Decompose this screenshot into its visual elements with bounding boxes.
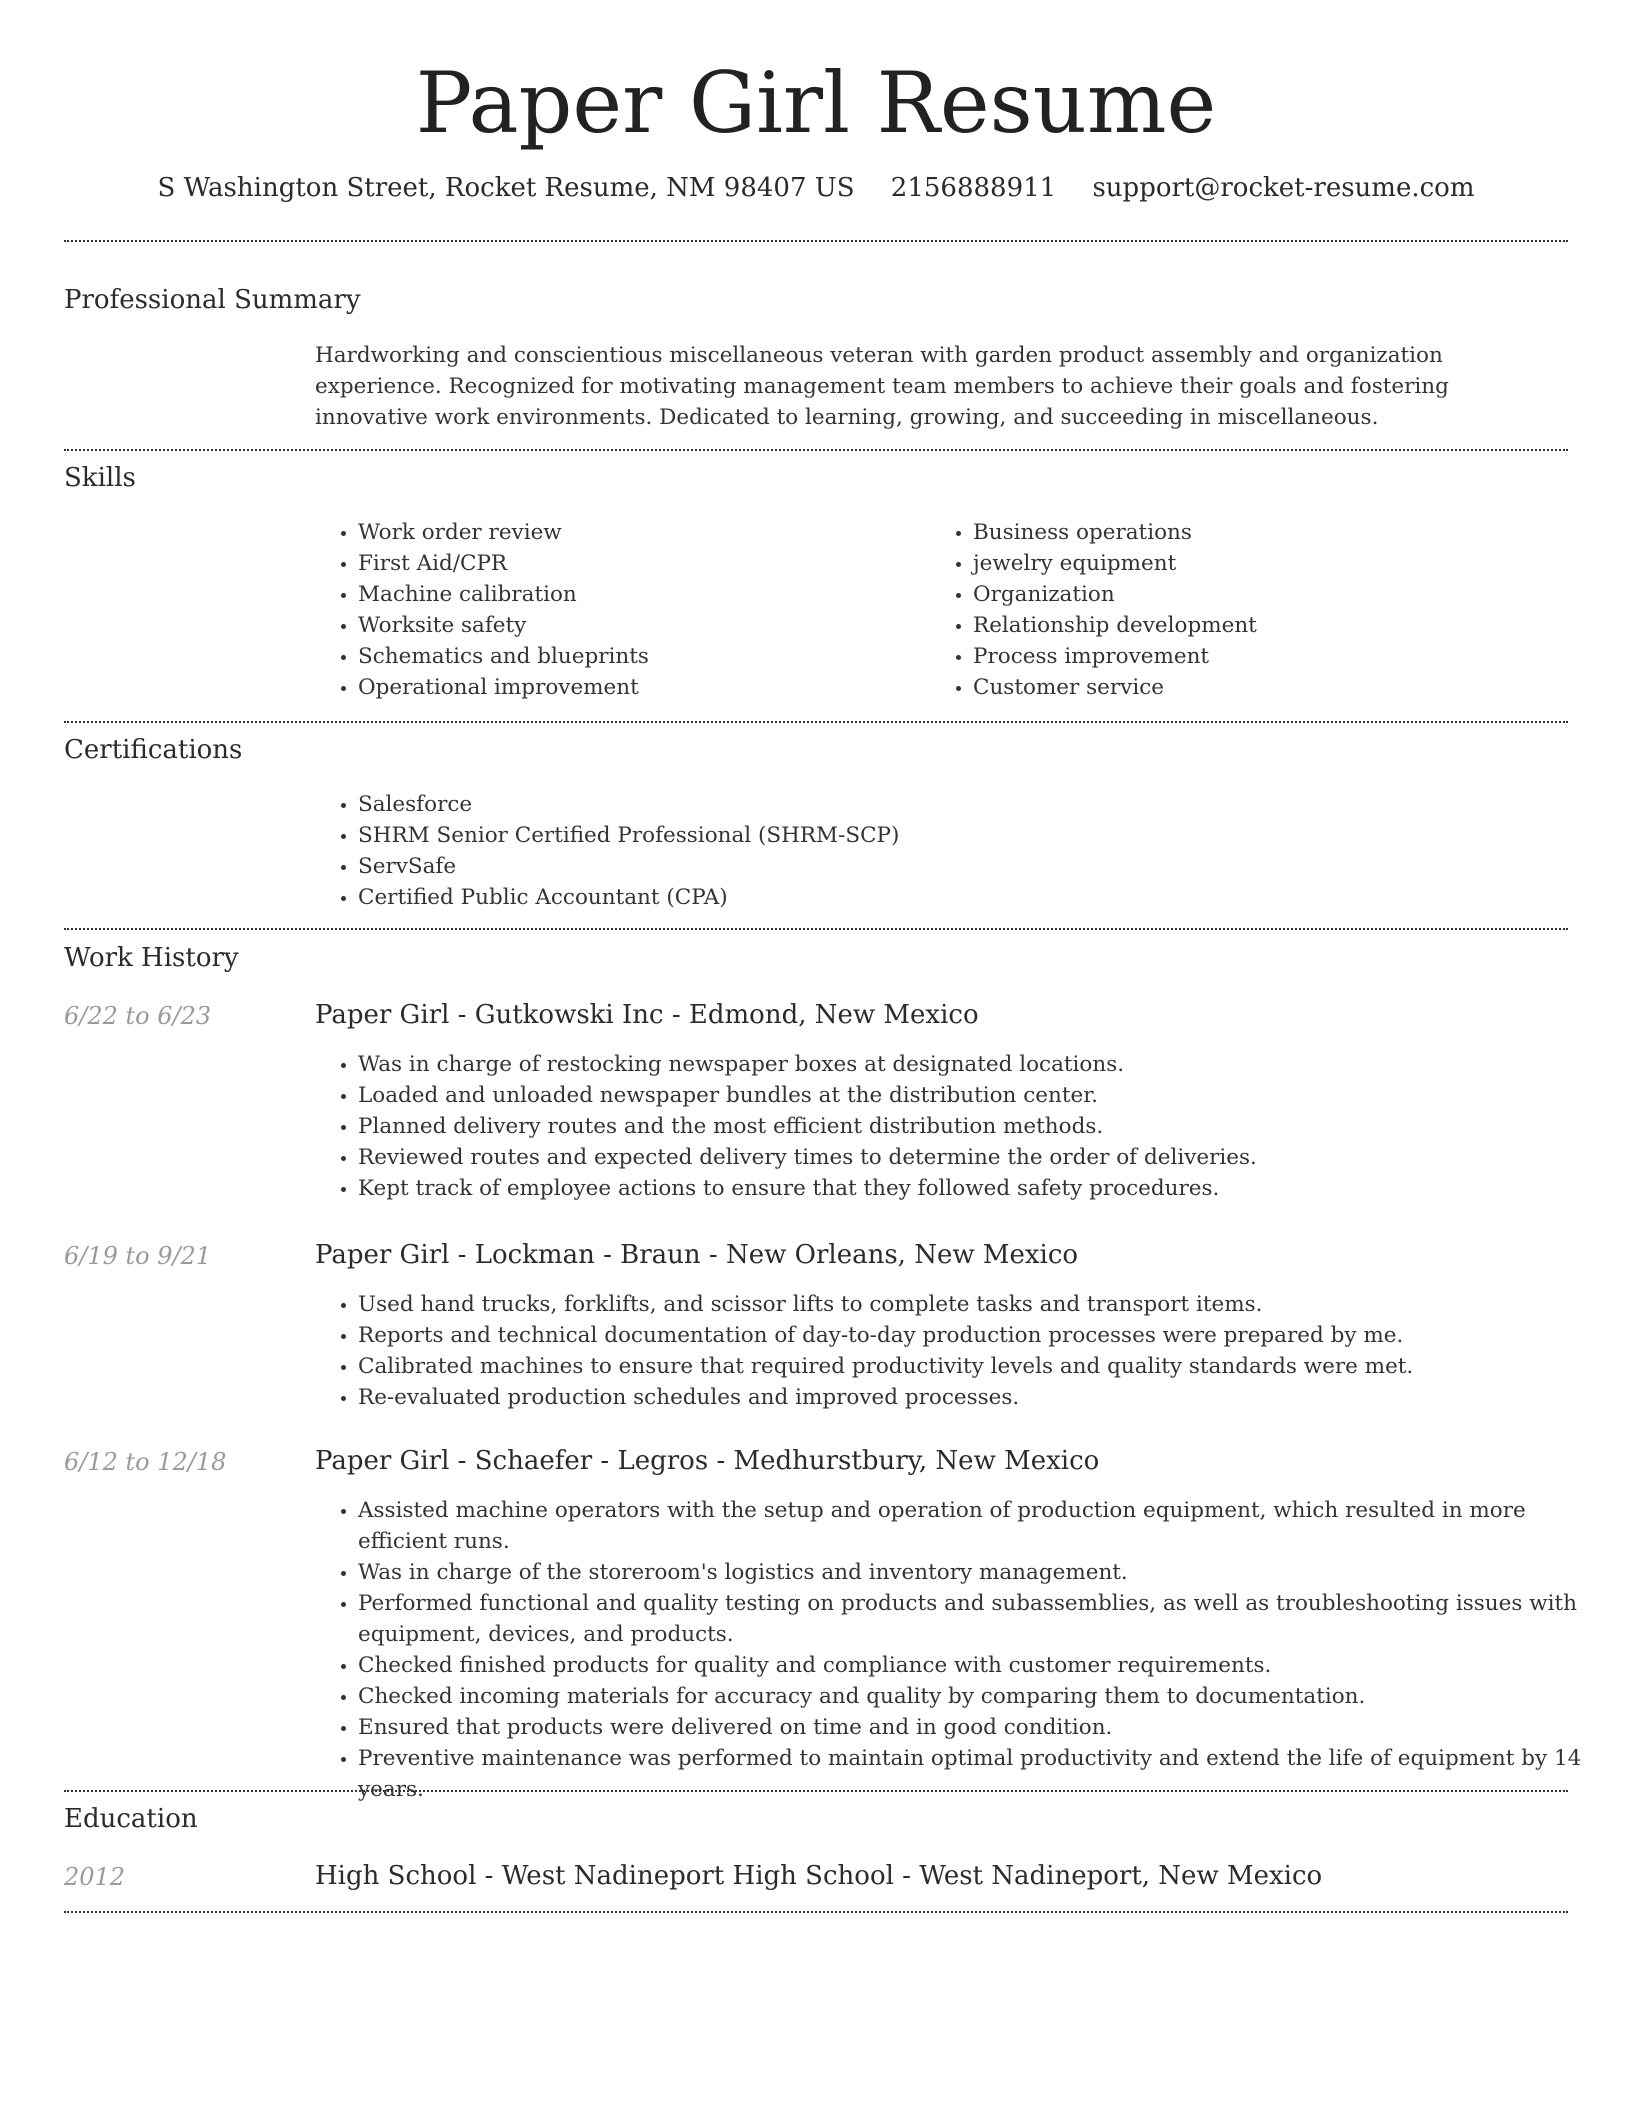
list-item: • Reports and technical documentation of day-to-day production processes were prepared by me. — [358, 1320, 1608, 1351]
list-item: • Business operations — [973, 517, 1573, 548]
education-date: 2012 — [64, 1863, 126, 1891]
list-item: • Preventive maintenance was performed to maintain optimal productivity and extend the life of equipment by 14 years. — [358, 1743, 1608, 1805]
list-item: • Relationship development — [973, 610, 1573, 641]
job-bullets — [314, 1049, 1608, 1204]
list-item: • Certified Public Accountant (CPA) — [358, 882, 1558, 913]
list-item: • Work order review — [358, 517, 918, 548]
list-item: • Customer service — [973, 672, 1573, 703]
contact-line — [0, 168, 1632, 208]
divider — [64, 240, 1568, 242]
job-date: 6/12 to 12/18 — [64, 1448, 227, 1476]
job-bullets — [314, 1495, 1608, 1805]
job-title: Paper Girl - Gutkowski Inc - Edmond, New Mexico — [315, 1000, 979, 1030]
divider — [64, 928, 1568, 930]
list-item: • Kept track of employee actions to ensure that they followed safety procedures. — [358, 1173, 1608, 1204]
list-item: • Ensured that products were delivered on time and in good condition. — [358, 1712, 1608, 1743]
list-item: • Was in charge of restocking newspaper boxes at designated locations. — [358, 1049, 1608, 1080]
contact-email: support@rocket-resume.com — [1092, 173, 1475, 203]
job-bullets — [314, 1289, 1608, 1413]
skills-list-left — [314, 517, 918, 703]
list-item: • SHRM Senior Certified Professional (SHRM-SCP) — [358, 820, 1558, 851]
summary-text: Hardworking and conscientious miscellaneous veteran with garden product assembly and organization experience. Recognized for motivating management team members to achieve their goals and fostering innovative work environments. Dedicated to learning, growing, and succeeding in miscellaneous. — [315, 343, 1449, 430]
list-item: • Was in charge of the storeroom's logistics and inventory management. — [358, 1557, 1608, 1588]
list-item: • Checked finished products for quality and compliance with customer requirements. — [358, 1650, 1608, 1681]
section-title-education: Education — [64, 1804, 198, 1834]
list-item: • Assisted machine operators with the setup and operation of production equipment, which resulted in more efficient runs. — [358, 1495, 1608, 1557]
divider — [64, 449, 1568, 451]
list-item: • Worksite safety — [358, 610, 918, 641]
skills-list-right — [929, 517, 1573, 703]
section-title-certifications: Certifications — [64, 735, 243, 765]
section-title-skills: Skills — [64, 463, 136, 493]
divider — [64, 721, 1568, 723]
list-item: • Checked incoming materials for accuracy and quality by comparing them to documentation. — [358, 1681, 1608, 1712]
list-item: • Operational improvement — [358, 672, 918, 703]
divider — [64, 1911, 1568, 1913]
job-title: Paper Girl - Schaefer - Legros - Medhurstbury, New Mexico — [315, 1446, 1100, 1476]
section-title-work: Work History — [64, 943, 239, 973]
list-item: • Used hand trucks, forklifts, and scissor lifts to complete tasks and transport items. — [358, 1289, 1608, 1320]
list-item: • Re-evaluated production schedules and improved processes. — [358, 1382, 1608, 1413]
list-item: • Organization — [973, 579, 1573, 610]
job-date: 6/19 to 9/21 — [64, 1242, 212, 1270]
certifications-list — [314, 789, 1558, 913]
list-item: • Planned delivery routes and the most efficient distribution methods. — [358, 1111, 1608, 1142]
list-item: • Reviewed routes and expected delivery times to determine the order of deliveries. — [358, 1142, 1608, 1173]
contact-address: S Washington Street, Rocket Resume, NM 98407 US — [157, 173, 855, 203]
section-title-summary: Professional Summary — [64, 285, 361, 315]
list-item: • Performed functional and quality testing on products and subassemblies, as well as troubleshooting issues with equipment, devices, and products. — [358, 1588, 1608, 1650]
resume-name: Paper Girl Resume — [415, 54, 1217, 152]
list-item: • jewelry equipment — [973, 548, 1573, 579]
list-item: • Calibrated machines to ensure that required productivity levels and quality standards were met. — [358, 1351, 1608, 1382]
contact-phone: 2156888911 — [890, 173, 1057, 203]
job-title: Paper Girl - Lockman - Braun - New Orleans, New Mexico — [315, 1240, 1079, 1270]
list-item: • Schematics and blueprints — [358, 641, 918, 672]
list-item: • Loaded and unloaded newspaper bundles at the distribution center. — [358, 1080, 1608, 1111]
list-item: • ServSafe — [358, 851, 1558, 882]
list-item: • Process improvement — [973, 641, 1573, 672]
list-item: • Machine calibration — [358, 579, 918, 610]
education-entry: High School - West Nadineport High School - West Nadineport, New Mexico — [315, 1861, 1323, 1891]
divider — [64, 1790, 1568, 1792]
job-date: 6/22 to 6/23 — [64, 1002, 212, 1030]
list-item: • Salesforce — [358, 789, 1558, 820]
list-item: • First Aid/CPR — [358, 548, 918, 579]
